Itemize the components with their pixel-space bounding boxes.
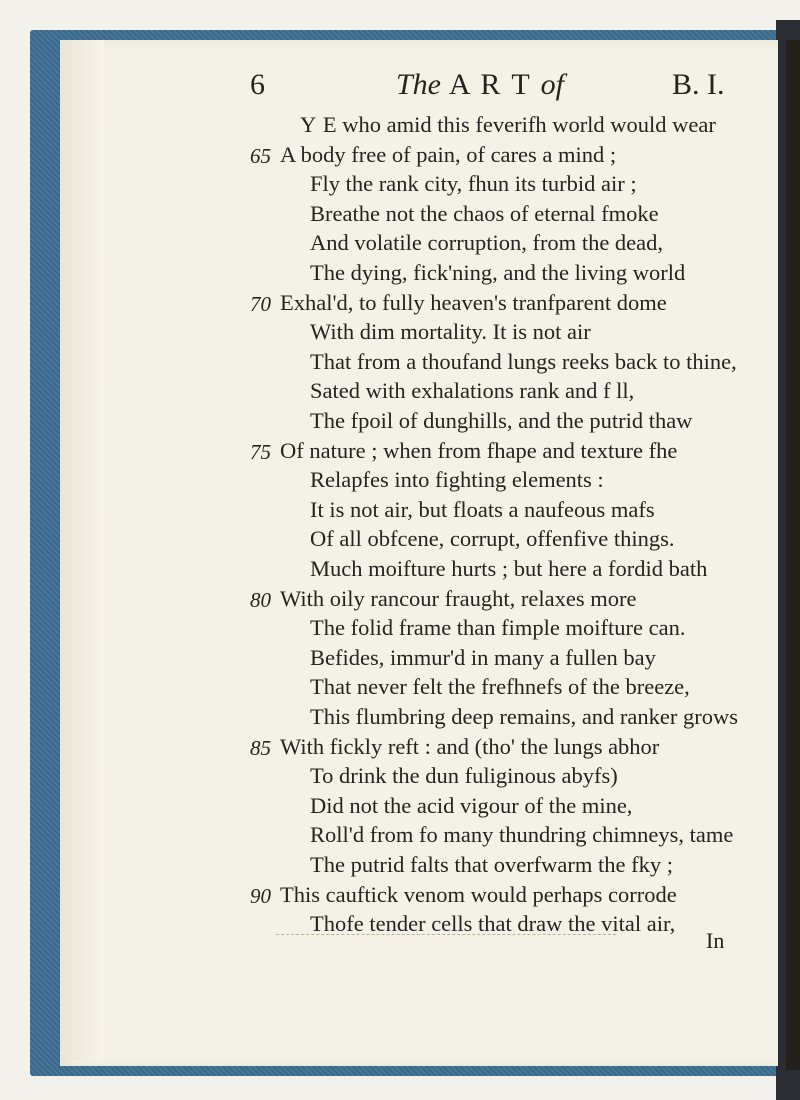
- page-edge-shadow: [60, 40, 104, 1060]
- poem-line: Exhal'd, to fully heaven's tranfparent dome: [280, 289, 667, 315]
- line-number: 75: [250, 439, 271, 464]
- poem-line: Sated with exhalations rank and f ll,: [310, 378, 635, 404]
- poem-line: Fly the rank city, fhun its turbid air ;: [310, 171, 637, 197]
- poem-line: Much moifture hurts ; but here a fordid bath: [310, 556, 708, 581]
- poem-line: Of all obfcene, corrupt, offenfive things.: [310, 526, 675, 552]
- page-number: 6: [250, 68, 265, 101]
- poem-line: The fpoil of dunghills, and the putrid thaw: [310, 408, 693, 433]
- poem-line: Befides, immur'd in many a fullen bay: [310, 644, 656, 670]
- line-number: 70: [250, 291, 271, 316]
- poem-line: Of nature ; when from fhape and texture fhe: [280, 437, 678, 463]
- line-number: 85: [250, 735, 271, 760]
- poem-line: Roll'd from fo many thundring chimneys, tame: [310, 822, 734, 848]
- spine-band: [786, 40, 800, 1070]
- poem-line: Thofe tender cells that draw the vital air,: [310, 911, 676, 937]
- poem-line: And volatile corruption, from the dead,: [310, 230, 664, 256]
- poem-line: This flumbring deep remains, and ranker grows: [310, 704, 739, 729]
- poem-line-text: E who amid this feverifh world would wear: [322, 112, 716, 137]
- poem-line: That from a thoufand lungs reeks back to thine,: [310, 348, 737, 374]
- page-rule: [276, 934, 616, 935]
- poem-line: That never felt the frefhnefs of the breeze,: [310, 674, 690, 700]
- initial-letter: Y: [300, 112, 318, 137]
- poem-line: The putrid falts that overfwarm the fky ;: [310, 852, 674, 877]
- catchword: In: [706, 928, 725, 953]
- poem-line: The dying, fick'ning, and the living world: [310, 260, 686, 285]
- line-number: 80: [250, 587, 271, 612]
- poem-line: With oily rancour fraught, relaxes more: [280, 585, 637, 611]
- line-number: 90: [250, 883, 271, 908]
- poem-line: With dim mortality. It is not air: [310, 319, 591, 345]
- poem-line: Relapfes into fighting elements :: [310, 467, 604, 493]
- line-number: 65: [250, 143, 271, 168]
- poem-line: To drink the dun fuliginous abyfs): [310, 763, 618, 789]
- running-title: [396, 68, 564, 102]
- poem-line: With fickly reft : and (tho' the lungs abhor: [280, 733, 660, 759]
- poem-line: The folid frame than fimple moifture can.: [310, 615, 686, 641]
- title-word-the: The: [396, 68, 441, 101]
- poem-line: Did not the acid vigour of the mine,: [310, 792, 633, 818]
- poem-line: This cauftick venom would perhaps corrode: [280, 881, 677, 907]
- poem-line: A body free of pain, of cares a mind ;: [280, 141, 617, 167]
- poem-line: It is not air, but floats a naufeous mafs: [310, 496, 655, 522]
- book-section: B. I.: [672, 68, 725, 101]
- poem-line: Breathe not the chaos of eternal fmoke: [310, 200, 659, 226]
- poem-line: [300, 112, 716, 138]
- title-word-art: A R T: [448, 68, 532, 101]
- title-word-of: of: [540, 68, 564, 101]
